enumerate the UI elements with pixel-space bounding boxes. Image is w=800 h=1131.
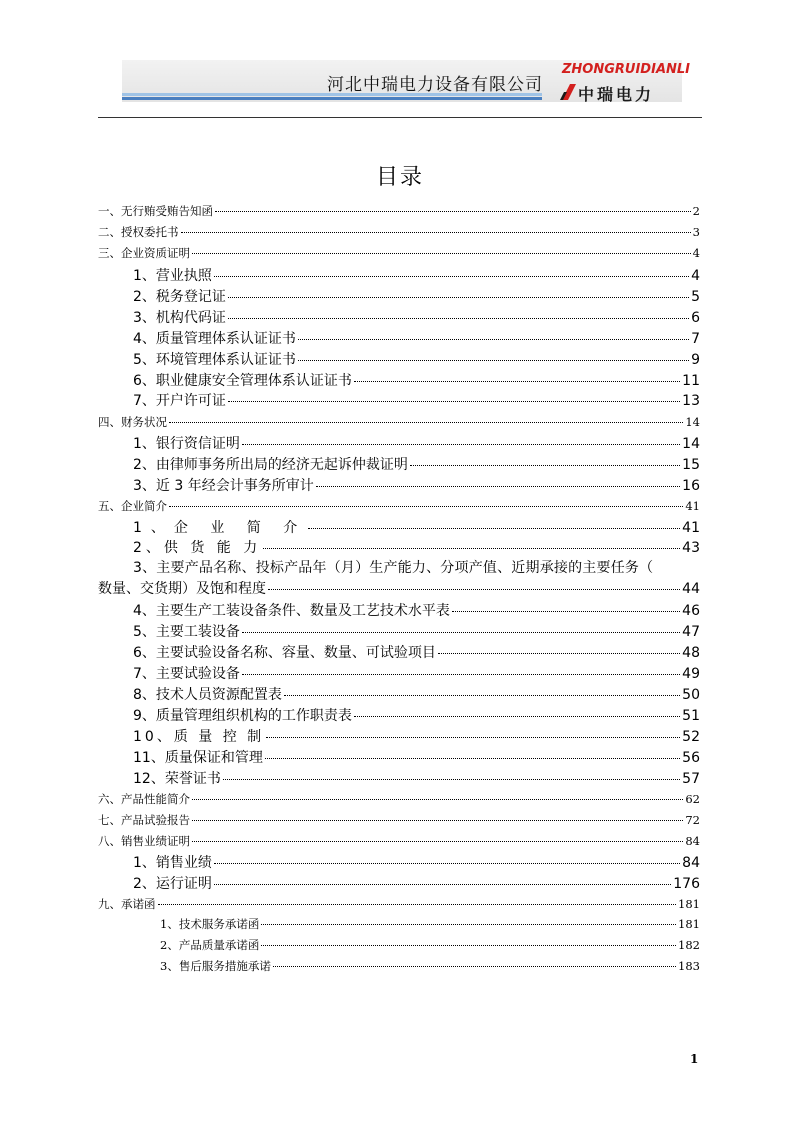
toc-leader (228, 297, 689, 298)
toc-leader (169, 506, 683, 507)
toc-label: 一、无行贿受贿告知函 (98, 204, 213, 218)
toc-entry[interactable] (133, 747, 700, 767)
toc-page: 72 (685, 813, 700, 827)
toc-page: 11 (682, 373, 700, 389)
toc-page: 47 (682, 624, 700, 640)
toc-page: 44 (682, 581, 700, 597)
toc-label: 三、企业资质证明 (98, 246, 190, 260)
toc-leader (242, 632, 680, 633)
toc-page: 52 (682, 729, 700, 745)
toc-page: 43 (682, 540, 700, 556)
toc-leader (242, 674, 680, 675)
toc-leader (263, 548, 680, 549)
toc-page: 183 (678, 959, 700, 973)
toc-page: 14 (685, 415, 700, 429)
toc-leader (192, 841, 683, 842)
toc-page: 182 (678, 938, 700, 952)
toc-label: 3、机构代码证 (133, 310, 226, 326)
toc-leader (261, 924, 676, 925)
toc-entry[interactable] (133, 433, 700, 453)
toc-entry[interactable] (133, 852, 700, 872)
toc-leader (298, 360, 689, 361)
toc-page: 181 (678, 897, 700, 911)
toc-label: 四、财务状况 (98, 415, 167, 429)
toc-leader (223, 779, 680, 780)
toc-label: 1、银行资信证明 (133, 436, 240, 452)
toc-label: 1、销售业绩 (133, 855, 212, 871)
toc-leader (192, 820, 683, 821)
toc-label: 6、职业健康安全管理体系认证证书 (133, 373, 352, 389)
toc-entry[interactable] (133, 454, 700, 474)
toc-page: 4 (692, 246, 700, 260)
toc-label: 五、企业简介 (98, 499, 167, 513)
toc-leader (228, 318, 689, 319)
toc-label: 2、运行证明 (133, 876, 212, 892)
toc-label: 6、主要试验设备名称、容量、数量、可试验项目 (133, 645, 436, 661)
toc-page: 5 (691, 289, 700, 305)
toc-label: 1、企 业 简 介 (133, 520, 307, 536)
toc-leader (354, 381, 680, 382)
toc-page: 181 (678, 917, 700, 931)
toc-label: 4、主要生产工装设备条件、数量及工艺技术水平表 (133, 603, 450, 619)
toc-leader (266, 737, 680, 738)
toc-leader (273, 966, 676, 967)
toc-label: 二、授权委托书 (98, 225, 179, 239)
page-title: 目录 (375, 165, 424, 190)
toc-page: 7 (691, 331, 700, 347)
toc-entry[interactable] (133, 705, 700, 725)
toc-page: 4 (691, 268, 700, 284)
toc-label: 2、由律师事务所出局的经济无起诉仲裁证明 (133, 457, 408, 473)
toc-leader (181, 232, 691, 233)
toc-leader (169, 422, 683, 423)
toc-entry[interactable] (98, 245, 700, 261)
toc-label: 2、税务登记证 (133, 289, 226, 305)
toc-label: 九、承诺函 (98, 897, 156, 911)
toc-label: 数量、交货期）及饱和程度 (98, 581, 266, 597)
toc-leader (410, 465, 680, 466)
toc-leader (215, 211, 691, 212)
toc-label: 8、技术人员资源配置表 (133, 687, 282, 703)
toc-entry[interactable] (98, 203, 700, 219)
brand-english-logo: ZHONGRUIDIANLI (562, 62, 691, 77)
toc-label: 八、销售业绩证明 (98, 834, 190, 848)
toc-entry[interactable] (133, 307, 700, 327)
toc-label: 3、近 3 年经会计事务所审计 (133, 478, 314, 494)
toc-page: 46 (682, 603, 700, 619)
toc-leader (268, 589, 680, 590)
toc-label: 2、产品质量承诺函 (160, 938, 260, 952)
toc-page: 56 (682, 750, 700, 766)
toc-leader (228, 401, 680, 402)
toc-leader (192, 253, 691, 254)
toc-page: 13 (682, 393, 700, 409)
toc-label: 9、质量管理组织机构的工作职责表 (133, 708, 352, 724)
toc-entry[interactable] (98, 414, 700, 430)
toc-label: 4、质量管理体系认证证书 (133, 331, 296, 347)
toc-label: 10、质 量 控 制 (133, 729, 265, 745)
toc-label: 5、环境管理体系认证证书 (133, 352, 296, 368)
toc-page: 84 (682, 855, 700, 871)
toc-page: 176 (673, 876, 700, 892)
toc-entry[interactable] (133, 517, 700, 537)
toc-label: 11、质量保证和管理 (133, 750, 263, 766)
toc-entry[interactable] (160, 916, 700, 932)
toc-entry[interactable] (133, 663, 700, 683)
toc-entry[interactable] (133, 537, 700, 557)
toc-entry[interactable] (98, 812, 700, 828)
toc-leader (265, 758, 680, 759)
toc-page: 3 (692, 225, 700, 239)
toc-page: 41 (682, 520, 700, 536)
toc-page: 57 (682, 771, 700, 787)
toc-entry[interactable] (133, 328, 700, 348)
toc-entry[interactable] (133, 621, 700, 641)
toc-label: 12、荣誉证书 (133, 771, 221, 787)
toc-entry[interactable] (98, 498, 700, 514)
toc-page: 41 (685, 499, 700, 513)
toc-leader (354, 716, 680, 717)
toc-leader (438, 653, 680, 654)
toc-page: 16 (682, 478, 700, 494)
toc-entry[interactable] (133, 684, 700, 704)
toc-page: 62 (685, 792, 700, 806)
page-number: 1 (690, 1052, 699, 1066)
toc-page: 84 (685, 834, 700, 848)
toc-entry[interactable] (98, 224, 700, 240)
toc-page: 51 (682, 708, 700, 724)
toc-leader (298, 339, 689, 340)
toc-leader (214, 276, 689, 277)
toc-entry[interactable] (98, 578, 700, 598)
toc-entry-line1[interactable]: 3、主要产品名称、投标产品年（月）生产能力、分项产值、近期承接的主要任务（ (133, 560, 654, 576)
toc-label: 六、产品性能简介 (98, 792, 190, 806)
toc-leader (452, 611, 680, 612)
toc-leader (242, 444, 680, 445)
toc-entry[interactable] (133, 726, 700, 746)
toc-entry[interactable] (133, 475, 700, 495)
toc-entry[interactable] (133, 390, 700, 410)
toc-leader (214, 884, 671, 885)
toc-page: 15 (682, 457, 700, 473)
toc-entry[interactable] (133, 873, 700, 893)
toc-leader (316, 486, 680, 487)
toc-leader (308, 528, 680, 529)
toc-entry[interactable] (98, 896, 700, 912)
toc-page: 9 (691, 352, 700, 368)
toc-label: 1、营业执照 (133, 268, 212, 284)
toc-label: 5、主要工装设备 (133, 624, 240, 640)
brand-chinese-logo: 中瑞电力 (578, 85, 655, 104)
toc-entry[interactable] (160, 958, 700, 974)
toc-label: 3、售后服务措施承诺 (160, 959, 271, 973)
toc-leader (158, 904, 677, 905)
toc-entry[interactable] (133, 286, 700, 306)
toc-leader (261, 945, 676, 946)
toc-leader (214, 863, 680, 864)
toc-entry[interactable] (133, 370, 700, 390)
toc-entry[interactable] (133, 600, 700, 620)
toc-label: 1、技术服务承诺函 (160, 917, 260, 931)
toc-entry[interactable] (133, 768, 700, 788)
toc-label: 7、主要试验设备 (133, 666, 240, 682)
toc-leader (284, 695, 680, 696)
toc-entry[interactable] (98, 833, 700, 849)
toc-label: 2、供 货 能 力 (133, 540, 262, 556)
toc-entry[interactable] (160, 937, 700, 953)
toc-entry[interactable] (133, 265, 700, 285)
toc-label: 七、产品试验报告 (98, 813, 190, 827)
toc-page: 14 (682, 436, 700, 452)
toc-page: 50 (682, 687, 700, 703)
toc-page: 49 (682, 666, 700, 682)
toc-entry[interactable] (133, 349, 700, 369)
toc-label: 7、开户许可证 (133, 393, 226, 409)
company-name: 河北中瑞电力设备有限公司 (327, 75, 543, 95)
toc-page: 48 (682, 645, 700, 661)
toc-entry[interactable] (133, 642, 700, 662)
toc-page: 6 (691, 310, 700, 326)
toc-leader (192, 799, 683, 800)
toc-entry[interactable] (98, 791, 700, 807)
toc-page: 2 (692, 204, 700, 218)
